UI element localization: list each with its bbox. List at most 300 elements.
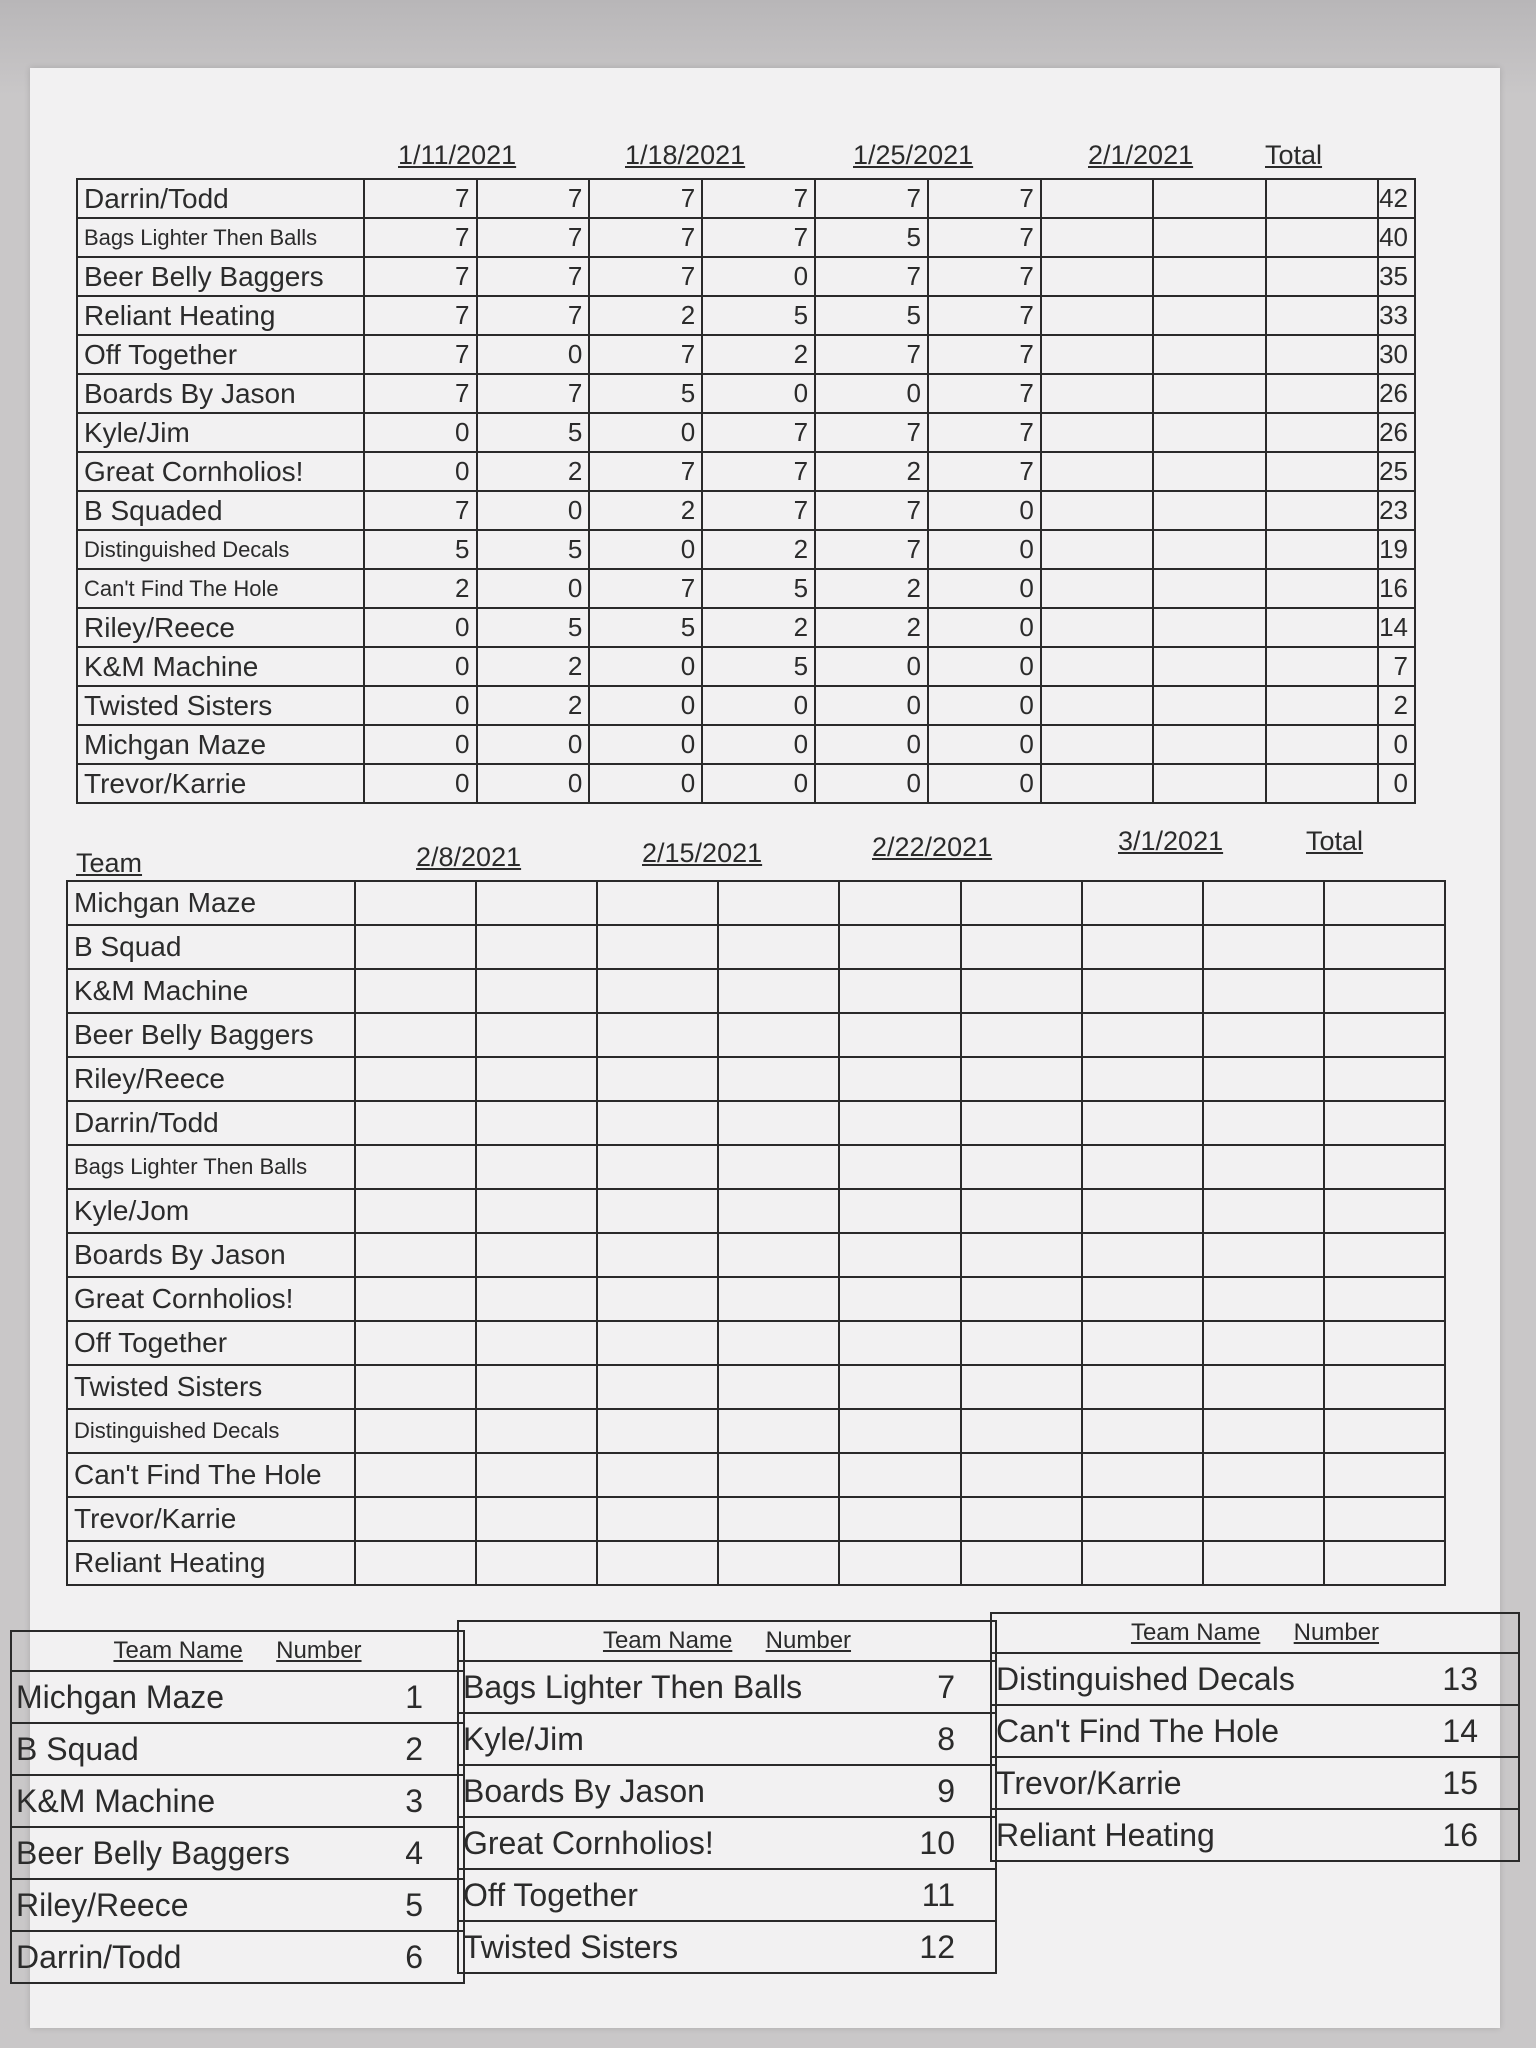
legend-row xyxy=(11,1723,464,1775)
score-cell xyxy=(961,1321,1082,1365)
score-cell xyxy=(718,969,839,1013)
score-cell xyxy=(1041,179,1153,218)
team-name-cell: Riley/Reece xyxy=(67,1057,355,1101)
score-cell xyxy=(718,1541,839,1585)
score-cell xyxy=(1266,335,1378,374)
score-cell xyxy=(355,1321,476,1365)
score-cell: 7 xyxy=(364,179,477,218)
legend-team-name: Kyle/Jim xyxy=(458,1713,898,1765)
score-cell xyxy=(839,925,960,969)
legend-team-number: 12 xyxy=(898,1921,996,1973)
table-row xyxy=(77,569,1415,608)
score-cell: 0 xyxy=(815,725,928,764)
team-name-cell: K&M Machine xyxy=(67,969,355,1013)
score-cell: 2 xyxy=(815,452,928,491)
team-name-cell: B Squaded xyxy=(77,491,364,530)
score-cell: 7 xyxy=(815,335,928,374)
legend-team-number: 1 xyxy=(385,1671,464,1723)
legend-team-number: 13 xyxy=(1413,1653,1519,1705)
score-cell xyxy=(476,925,597,969)
score-cell xyxy=(1041,569,1153,608)
team-name-cell: Can't Find The Hole xyxy=(67,1453,355,1497)
score-cell xyxy=(476,1497,597,1541)
score-cell xyxy=(1324,881,1445,925)
score-cell xyxy=(476,1365,597,1409)
score-cell xyxy=(718,1013,839,1057)
score-cell xyxy=(1153,569,1265,608)
score-cell: 7 xyxy=(702,491,815,530)
table-row xyxy=(67,1145,1445,1189)
score-cell xyxy=(1082,1409,1203,1453)
legend-header xyxy=(11,1631,464,1671)
score-cell xyxy=(718,1101,839,1145)
total-cell: 14 xyxy=(1378,608,1415,647)
legend-column-1 xyxy=(10,1630,465,1984)
legend-column-2 xyxy=(457,1620,997,1974)
legend-row xyxy=(458,1713,996,1765)
score-cell: 7 xyxy=(364,491,477,530)
legend-team-name: Michgan Maze xyxy=(11,1671,385,1723)
legend-team-name: Trevor/Karrie xyxy=(991,1757,1413,1809)
table-row xyxy=(77,374,1415,413)
score-cell xyxy=(1153,608,1265,647)
score-cell xyxy=(1041,608,1153,647)
table-row xyxy=(67,1189,1445,1233)
date-label: 2/22/2021 xyxy=(872,832,993,862)
score-cell xyxy=(1324,1365,1445,1409)
score-cell xyxy=(1324,1321,1445,1365)
score-cell xyxy=(1041,764,1153,803)
score-cell xyxy=(1153,257,1265,296)
number-header: Number xyxy=(1293,1619,1380,1646)
date-label: 3/1/2021 xyxy=(1118,826,1224,856)
score-cell xyxy=(839,1321,960,1365)
legend-row xyxy=(11,1879,464,1931)
score-cell: 7 xyxy=(928,452,1041,491)
legend-team-name: Reliant Heating xyxy=(991,1809,1413,1861)
team-name-cell: Michgan Maze xyxy=(67,881,355,925)
score-cell xyxy=(355,1497,476,1541)
score-cell xyxy=(718,1409,839,1453)
score-cell: 5 xyxy=(589,608,702,647)
total-cell: 23 xyxy=(1378,491,1415,530)
score-cell: 7 xyxy=(815,179,928,218)
score-cell xyxy=(476,1057,597,1101)
score-cell xyxy=(718,1233,839,1277)
team-name-cell: Trevor/Karrie xyxy=(77,764,364,803)
score-cell: 0 xyxy=(477,764,590,803)
legend-team-name: Darrin/Todd xyxy=(11,1931,385,1983)
date-label: 2/8/2021 xyxy=(416,842,522,872)
score-cell: 5 xyxy=(477,530,590,569)
legend-team-number: 15 xyxy=(1413,1757,1519,1809)
score-cell xyxy=(1153,413,1265,452)
score-cell xyxy=(1041,257,1153,296)
score-cell: 0 xyxy=(477,569,590,608)
score-cell: 0 xyxy=(928,764,1041,803)
team-name-cell: Off Together xyxy=(67,1321,355,1365)
legend-team-name: Riley/Reece xyxy=(11,1879,385,1931)
table-row xyxy=(67,881,1445,925)
score-cell xyxy=(1266,530,1378,569)
total-cell: 26 xyxy=(1378,374,1415,413)
score-cell: 7 xyxy=(928,413,1041,452)
score-cell: 0 xyxy=(364,647,477,686)
score-cell xyxy=(1266,179,1378,218)
score-cell xyxy=(1203,1233,1324,1277)
score-cell: 2 xyxy=(702,335,815,374)
score-cell xyxy=(1153,764,1265,803)
score-cell xyxy=(1203,1453,1324,1497)
score-cell xyxy=(597,1409,718,1453)
score-cell: 0 xyxy=(928,491,1041,530)
score-cell xyxy=(1153,452,1265,491)
table-row xyxy=(67,969,1445,1013)
table-row xyxy=(67,1541,1445,1585)
team-name-cell: Kyle/Jom xyxy=(67,1189,355,1233)
score-cell: 0 xyxy=(364,452,477,491)
score-cell: 0 xyxy=(815,374,928,413)
score-cell xyxy=(355,1277,476,1321)
score-cell xyxy=(1153,296,1265,335)
team-name-cell: Bags Lighter Then Balls xyxy=(67,1145,355,1189)
results-table-1 xyxy=(76,178,1416,804)
score-cell xyxy=(597,1541,718,1585)
score-cell: 5 xyxy=(477,413,590,452)
score-cell xyxy=(1041,725,1153,764)
score-cell xyxy=(1266,764,1378,803)
score-cell: 2 xyxy=(477,686,590,725)
score-cell xyxy=(839,1453,960,1497)
score-cell xyxy=(476,1101,597,1145)
score-cell xyxy=(476,1233,597,1277)
team-name-cell: Great Cornholios! xyxy=(67,1277,355,1321)
score-cell xyxy=(476,1409,597,1453)
team-name-cell: Beer Belly Baggers xyxy=(77,257,364,296)
total-cell: 7 xyxy=(1378,647,1415,686)
score-cell xyxy=(961,969,1082,1013)
date-label: 1/11/2021 xyxy=(398,140,517,170)
score-cell: 0 xyxy=(702,725,815,764)
score-cell: 0 xyxy=(364,686,477,725)
score-cell: 7 xyxy=(364,335,477,374)
score-cell: 0 xyxy=(702,764,815,803)
score-cell xyxy=(597,1101,718,1145)
score-cell: 5 xyxy=(815,218,928,257)
score-cell xyxy=(1266,569,1378,608)
team-name-cell: Kyle/Jim xyxy=(77,413,364,452)
table-row xyxy=(67,1277,1445,1321)
score-cell xyxy=(718,1497,839,1541)
total-cell: 26 xyxy=(1378,413,1415,452)
legend-team-number: 10 xyxy=(898,1817,996,1869)
legend-team-name: Bags Lighter Then Balls xyxy=(458,1661,898,1713)
score-cell xyxy=(718,1057,839,1101)
score-cell xyxy=(1041,218,1153,257)
score-cell xyxy=(961,1101,1082,1145)
score-cell xyxy=(1082,1233,1203,1277)
score-cell: 0 xyxy=(928,530,1041,569)
score-cell xyxy=(1203,1541,1324,1585)
score-cell xyxy=(1082,1321,1203,1365)
score-cell xyxy=(1324,1189,1445,1233)
score-cell: 7 xyxy=(477,179,590,218)
legend-row xyxy=(11,1671,464,1723)
table-row xyxy=(77,296,1415,335)
date-label: 2/15/2021 xyxy=(642,838,763,868)
legend-row xyxy=(991,1757,1519,1809)
score-cell: 2 xyxy=(477,647,590,686)
table-row xyxy=(67,1321,1445,1365)
total-cell: 0 xyxy=(1378,725,1415,764)
score-cell: 7 xyxy=(589,218,702,257)
score-cell: 0 xyxy=(364,608,477,647)
score-cell xyxy=(961,1541,1082,1585)
score-cell xyxy=(597,1233,718,1277)
score-cell: 5 xyxy=(702,296,815,335)
score-cell xyxy=(961,1233,1082,1277)
score-cell xyxy=(839,1189,960,1233)
score-cell: 0 xyxy=(815,647,928,686)
total-cell: 30 xyxy=(1378,335,1415,374)
score-cell xyxy=(718,1145,839,1189)
score-cell xyxy=(1041,530,1153,569)
score-cell: 7 xyxy=(477,374,590,413)
score-cell xyxy=(1324,1497,1445,1541)
table-row xyxy=(67,1497,1445,1541)
score-cell: 7 xyxy=(589,335,702,374)
score-cell xyxy=(1153,725,1265,764)
score-cell xyxy=(1082,1189,1203,1233)
score-cell xyxy=(961,1497,1082,1541)
legend-row xyxy=(458,1869,996,1921)
score-cell: 0 xyxy=(589,725,702,764)
score-cell xyxy=(1082,1541,1203,1585)
legend-row xyxy=(458,1765,996,1817)
score-cell xyxy=(1203,881,1324,925)
score-cell: 7 xyxy=(702,452,815,491)
table-row xyxy=(77,608,1415,647)
total-cell: 35 xyxy=(1378,257,1415,296)
legend-team-name: Beer Belly Baggers xyxy=(11,1827,385,1879)
score-cell xyxy=(1203,969,1324,1013)
score-cell: 0 xyxy=(928,569,1041,608)
table-row xyxy=(67,1233,1445,1277)
score-cell xyxy=(1153,530,1265,569)
team-name-cell: Boards By Jason xyxy=(77,374,364,413)
score-cell xyxy=(1082,1497,1203,1541)
score-cell xyxy=(1203,1013,1324,1057)
score-cell xyxy=(355,881,476,925)
score-cell xyxy=(1203,1365,1324,1409)
legend-row xyxy=(458,1661,996,1713)
table-row xyxy=(67,1409,1445,1453)
score-cell xyxy=(1153,491,1265,530)
table-row xyxy=(77,647,1415,686)
score-cell: 7 xyxy=(477,296,590,335)
score-cell xyxy=(597,1453,718,1497)
team-name-cell: Distinguished Decals xyxy=(77,530,364,569)
score-cell xyxy=(1203,1277,1324,1321)
score-cell xyxy=(961,1277,1082,1321)
score-cell xyxy=(1324,1145,1445,1189)
score-cell: 5 xyxy=(815,296,928,335)
total-label: Total xyxy=(1306,826,1364,856)
score-cell: 2 xyxy=(702,608,815,647)
legend-team-number: 14 xyxy=(1413,1705,1519,1757)
score-cell xyxy=(839,969,960,1013)
score-cell: 7 xyxy=(364,374,477,413)
legend-team-number: 2 xyxy=(385,1723,464,1775)
score-cell xyxy=(961,1365,1082,1409)
table-row xyxy=(77,530,1415,569)
team-name-cell: Riley/Reece xyxy=(77,608,364,647)
score-cell: 0 xyxy=(702,686,815,725)
legend-row xyxy=(458,1921,996,1973)
score-cell xyxy=(1041,374,1153,413)
score-cell: 0 xyxy=(477,491,590,530)
score-cell xyxy=(1082,1365,1203,1409)
legend-row xyxy=(991,1653,1519,1705)
score-cell xyxy=(476,1453,597,1497)
score-cell xyxy=(718,925,839,969)
table-row xyxy=(77,413,1415,452)
score-cell: 7 xyxy=(589,452,702,491)
score-cell xyxy=(961,1453,1082,1497)
number-header: Number xyxy=(765,1627,852,1654)
team-name-cell: B Squad xyxy=(67,925,355,969)
score-cell: 2 xyxy=(364,569,477,608)
score-cell xyxy=(839,1101,960,1145)
score-cell xyxy=(476,1189,597,1233)
legend-team-number: 6 xyxy=(385,1931,464,1983)
legend-column-3 xyxy=(990,1612,1520,1862)
score-cell: 0 xyxy=(589,530,702,569)
table-row xyxy=(67,1101,1445,1145)
score-cell xyxy=(597,1365,718,1409)
score-cell: 5 xyxy=(702,647,815,686)
score-cell xyxy=(1203,1409,1324,1453)
score-cell xyxy=(355,1145,476,1189)
legend-team-name: Off Together xyxy=(458,1869,898,1921)
score-cell xyxy=(718,1365,839,1409)
score-cell xyxy=(1203,1145,1324,1189)
score-cell xyxy=(961,1057,1082,1101)
score-cell xyxy=(1266,413,1378,452)
score-cell xyxy=(1041,491,1153,530)
team-name-cell: Twisted Sisters xyxy=(67,1365,355,1409)
legend-team-name: Great Cornholios! xyxy=(458,1817,898,1869)
team-name-cell: Boards By Jason xyxy=(67,1233,355,1277)
score-cell: 2 xyxy=(589,491,702,530)
score-cell xyxy=(1324,1233,1445,1277)
team-name-cell: Great Cornholios! xyxy=(77,452,364,491)
score-cell xyxy=(476,881,597,925)
table-row xyxy=(77,218,1415,257)
score-cell xyxy=(1266,647,1378,686)
score-cell: 0 xyxy=(589,764,702,803)
score-cell: 0 xyxy=(815,686,928,725)
score-cell xyxy=(1153,647,1265,686)
legend-header-row xyxy=(991,1613,1519,1653)
score-cell: 7 xyxy=(928,257,1041,296)
team-name-cell: K&M Machine xyxy=(77,647,364,686)
score-cell xyxy=(961,925,1082,969)
score-cell: 5 xyxy=(477,608,590,647)
score-cell xyxy=(1082,1101,1203,1145)
team-name-header: Team Name xyxy=(602,1627,733,1654)
score-cell: 2 xyxy=(815,569,928,608)
legend-team-number: 16 xyxy=(1413,1809,1519,1861)
legend-team-name: K&M Machine xyxy=(11,1775,385,1827)
score-cell: 7 xyxy=(364,296,477,335)
score-cell: 7 xyxy=(702,218,815,257)
total-label: Total xyxy=(1265,140,1323,170)
team-name-cell: Michgan Maze xyxy=(77,725,364,764)
legend-team-name: Twisted Sisters xyxy=(458,1921,898,1973)
score-cell xyxy=(355,1101,476,1145)
legend-team-name: B Squad xyxy=(11,1723,385,1775)
score-cell xyxy=(839,1233,960,1277)
total-cell: 25 xyxy=(1378,452,1415,491)
score-cell xyxy=(1266,686,1378,725)
date-label: 1/18/2021 xyxy=(625,140,746,170)
score-cell xyxy=(1203,1057,1324,1101)
score-cell xyxy=(961,1189,1082,1233)
table-row xyxy=(77,764,1415,803)
score-cell xyxy=(839,1145,960,1189)
score-cell xyxy=(1266,374,1378,413)
score-cell xyxy=(476,1277,597,1321)
score-cell xyxy=(1266,452,1378,491)
score-cell xyxy=(476,1145,597,1189)
legend-header-row xyxy=(458,1621,996,1661)
score-cell xyxy=(1082,969,1203,1013)
total-cell: 2 xyxy=(1378,686,1415,725)
score-cell xyxy=(476,969,597,1013)
team-column-label: Team xyxy=(76,848,143,878)
score-cell xyxy=(839,1541,960,1585)
score-cell: 5 xyxy=(589,374,702,413)
score-cell: 2 xyxy=(477,452,590,491)
score-cell xyxy=(1153,686,1265,725)
score-cell xyxy=(961,881,1082,925)
score-cell: 7 xyxy=(815,530,928,569)
score-cell xyxy=(1082,1453,1203,1497)
score-cell xyxy=(355,925,476,969)
table-row xyxy=(67,1057,1445,1101)
legend-row xyxy=(11,1827,464,1879)
score-cell xyxy=(355,1189,476,1233)
score-cell: 0 xyxy=(702,257,815,296)
score-cell xyxy=(961,1409,1082,1453)
legend-header xyxy=(458,1621,996,1661)
score-cell xyxy=(1266,491,1378,530)
score-cell xyxy=(839,1365,960,1409)
score-cell: 0 xyxy=(477,725,590,764)
total-cell: 40 xyxy=(1378,218,1415,257)
score-cell xyxy=(597,1013,718,1057)
score-cell: 0 xyxy=(928,725,1041,764)
legend-team-number: 11 xyxy=(898,1869,996,1921)
team-name-cell: Bags Lighter Then Balls xyxy=(77,218,364,257)
score-cell xyxy=(1082,1057,1203,1101)
score-cell: 7 xyxy=(702,179,815,218)
score-cell: 2 xyxy=(815,608,928,647)
score-cell xyxy=(1203,925,1324,969)
score-cell: 2 xyxy=(702,530,815,569)
legend-row xyxy=(11,1775,464,1827)
